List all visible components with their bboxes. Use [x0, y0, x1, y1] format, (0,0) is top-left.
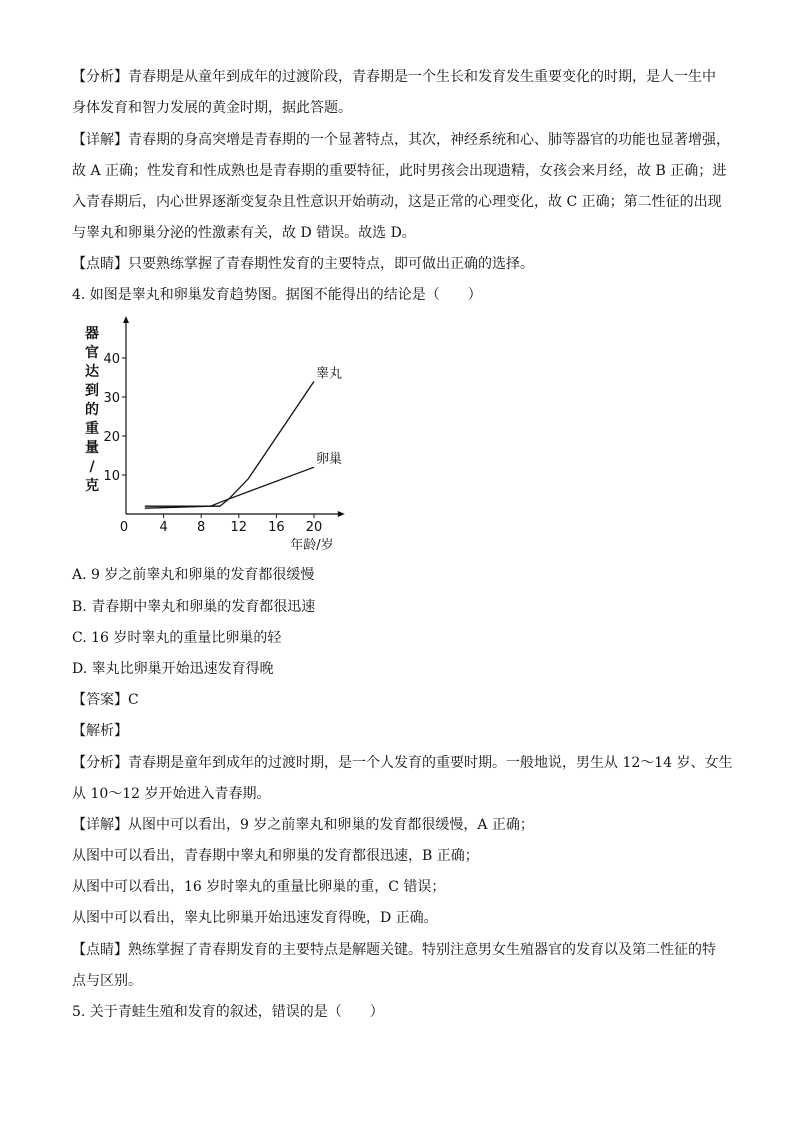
- option-c: C. 16 岁时睾丸的重量比卵巢的轻: [72, 630, 282, 646]
- text-line: 从图中可以看出，睾丸比卵巢开始迅速发育得晚，D 正确。: [72, 910, 438, 926]
- option-b: B. 青春期中睾丸和卵巢的发育都很迅速: [72, 599, 316, 615]
- question-4: 4. 如图是睾丸和卵巢发育趋势图。据图不能得出的结论是（ ）: [72, 287, 482, 303]
- x-tick-label: 0: [119, 520, 129, 535]
- y-tick-label: 30: [103, 391, 120, 406]
- text-line: 【详解】青春期的身高突增是青春期的一个显著特点，其次，神经系统和心、肺等器官的功能也显著增强，: [72, 132, 730, 148]
- x-tick-label: 12: [230, 520, 248, 535]
- text-line: 【点睛】熟练掌握了青春期发育的主要特点是解题关键。特别注意男女生殖器官的发育以及第二性征的特: [72, 942, 716, 958]
- text-line: 点与区别。: [72, 973, 142, 989]
- y-axis-label-char: /: [89, 459, 95, 475]
- text-line: 【详解】从图中可以看出，9 岁之前睾丸和卵巢的发育都很缓慢，A 正确；: [72, 817, 534, 833]
- text-line: 入青春期后，内心世界逐渐变复杂且性意识开始萌动，这是正常的心理变化，故 C 正确；第二性征的出现: [72, 194, 722, 210]
- y-axis-label-char: 器: [85, 326, 99, 342]
- text-line: 【点睛】只要熟练掌握了青春期性发育的主要特点，即可做出正确的选择。: [72, 256, 534, 272]
- y-axis-label-char: 达: [85, 364, 99, 380]
- text-line: 【分析】青春期是从童年到成年的过渡阶段，青春期是一个生长和发育发生重要变化的时期，是人一生中: [72, 69, 716, 85]
- text-line: 从 10～12 岁开始进入青春期。: [72, 786, 271, 802]
- text-line: 故 A 正确；性发育和性成熟也是青春期的重要特征，此时男孩会出现遗精，女孩会来月经，故 B 正确；进: [72, 163, 727, 179]
- x-tick-label: 16: [268, 520, 285, 535]
- y-tick-label: 20: [103, 430, 120, 445]
- option-a: A. 9 岁之前睾丸和卵巢的发育都很缓慢: [72, 567, 315, 583]
- option-d: D. 睾丸比卵巢开始迅速发育得晚: [72, 661, 274, 677]
- y-axis-label-char: 量: [85, 440, 99, 456]
- y-axis-label-char: 官: [85, 345, 99, 361]
- x-tick-label: 8: [197, 520, 206, 535]
- text-line: 与睾丸和卵巢分泌的性激素有关，故 D 错误。故选 D。: [72, 225, 416, 241]
- x-tick-label: 20: [305, 520, 323, 535]
- y-axis-arrow: [123, 316, 129, 323]
- y-axis-label-char: 的: [85, 402, 99, 418]
- question-5: 5. 关于青蛙生殖和发育的叙述，错误的是（ ）: [72, 1004, 384, 1020]
- series-label: 睾丸: [316, 366, 343, 382]
- y-axis-label-char: 重: [85, 421, 99, 437]
- growth-chart: [76, 316, 346, 556]
- series-line: [145, 381, 314, 506]
- text-line: 从图中可以看出，青春期中睾丸和卵巢的发育都很迅速，B 正确；: [72, 848, 479, 864]
- x-axis-label: 年龄/岁: [290, 538, 334, 553]
- series-line: [145, 467, 314, 508]
- analysis-heading: 【解析】: [72, 723, 128, 739]
- y-tick-label: 10: [103, 469, 120, 484]
- text-line: 身体发育和智力发展的黄金时期，据此答题。: [72, 100, 352, 116]
- text-line: 从图中可以看出，16 岁时睾丸的重量比卵巢的重，C 错误；: [72, 879, 446, 895]
- series-label: 卵巢: [316, 452, 343, 468]
- y-tick-label: 40: [103, 352, 120, 367]
- y-axis-label-char: 克: [85, 478, 99, 494]
- answer: 【答案】C: [72, 692, 139, 708]
- x-tick-label: 4: [159, 520, 168, 535]
- text-line: 【分析】青春期是童年到成年的过渡时期，是一个人发育的重要时期。一般地说，男生从 12～14 岁、女生: [72, 755, 733, 771]
- y-axis-label-char: 到: [85, 383, 99, 399]
- x-axis-arrow: [338, 511, 345, 517]
